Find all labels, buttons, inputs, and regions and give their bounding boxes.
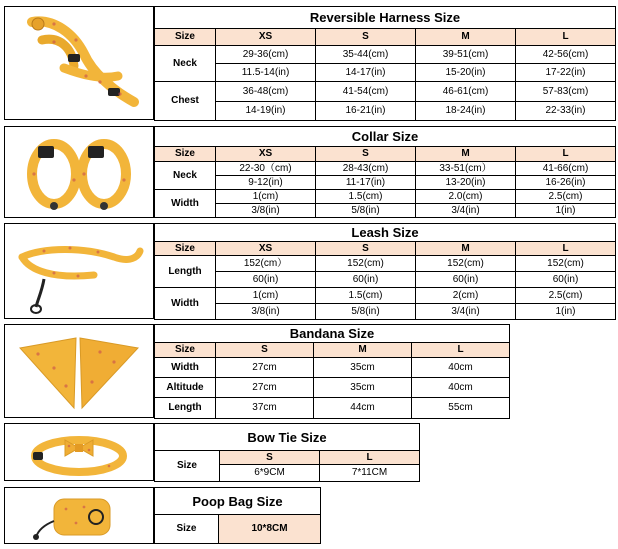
leash-row-label-length: Length <box>155 256 216 288</box>
table-cell: 28-43(cm) <box>316 162 416 176</box>
leash-header-l: L <box>516 242 616 256</box>
leash-size-table <box>154 223 616 320</box>
leash-header-size: Size <box>155 242 216 256</box>
table-cell: 9-12(in) <box>216 176 316 190</box>
table-cell: 55cm <box>412 398 510 419</box>
table-cell: 1(cm) <box>216 190 316 204</box>
collar-row-label-width: Width <box>155 190 216 218</box>
collar-size-table <box>154 126 616 218</box>
table-cell: 35cm <box>314 358 412 378</box>
table-cell: 60(in) <box>216 272 316 288</box>
poopbag-title: Poop Bag Size <box>155 488 321 515</box>
table-cell: 44cm <box>314 398 412 419</box>
collar-header-s: S <box>316 147 416 162</box>
bandana-header-l: L <box>412 343 510 358</box>
table-cell: 3/8(in) <box>216 204 316 218</box>
bandana-photo <box>4 324 154 418</box>
bandana-photo-icon <box>14 328 144 414</box>
harness-row-label-chest: Chest <box>155 82 216 121</box>
bandana-title: Bandana Size <box>155 325 510 343</box>
table-cell: 1.5(cm) <box>316 288 416 304</box>
leash-title: Leash Size <box>155 224 616 242</box>
table-cell: 6*9CM <box>220 465 320 482</box>
harness-header-s: S <box>316 29 416 46</box>
harness-photo <box>4 6 154 120</box>
bowtie-header-l: L <box>320 451 420 465</box>
table-cell: 152(cm) <box>516 256 616 272</box>
table-cell: 29-36(cm) <box>216 46 316 64</box>
table-cell: 2(cm) <box>416 288 516 304</box>
table-cell: 17-22(in) <box>516 64 616 82</box>
table-cell: 1(in) <box>516 204 616 218</box>
table-cell: 39-51(cm) <box>416 46 516 64</box>
table-cell: 2.0(cm) <box>416 190 516 204</box>
table-cell: 35cm <box>314 378 412 398</box>
table-cell: 22-33(in) <box>516 102 616 121</box>
collar-header-size: Size <box>155 147 216 162</box>
table-cell: 15-20(in) <box>416 64 516 82</box>
harness-header-m: M <box>416 29 516 46</box>
table-cell: 37cm <box>216 398 314 419</box>
bandana-header-s: S <box>216 343 314 358</box>
bowtie-size-table <box>154 423 420 482</box>
table-cell: 27cm <box>216 358 314 378</box>
table-cell: 1(cm) <box>216 288 316 304</box>
bandana-row-label-altitude: Altitude <box>155 378 216 398</box>
leash-header-s: S <box>316 242 416 256</box>
table-cell: 152(cm) <box>316 256 416 272</box>
leash-header-m: M <box>416 242 516 256</box>
collar-header-l: L <box>516 147 616 162</box>
table-cell: 7*11CM <box>320 465 420 482</box>
table-cell: 35-44(cm) <box>316 46 416 64</box>
table-cell: 14-17(in) <box>316 64 416 82</box>
table-cell: 2.5(cm) <box>516 190 616 204</box>
bandana-row-label-width: Width <box>155 358 216 378</box>
collar-header-xs: XS <box>216 147 316 162</box>
collar-header-m: M <box>416 147 516 162</box>
bowtie-size-label: Size <box>155 451 220 482</box>
bowtie-header-s: S <box>220 451 320 465</box>
leash-header-xs: XS <box>216 242 316 256</box>
harness-size-table <box>154 6 616 121</box>
bow-tie-collar-photo-icon <box>19 426 139 478</box>
harness-header-xs: XS <box>216 29 316 46</box>
table-cell: 14-19(in) <box>216 102 316 121</box>
dog-harness-photo-icon <box>14 10 144 116</box>
poopbag-size-label: Size <box>155 515 219 544</box>
table-cell: 57-83(cm) <box>516 82 616 102</box>
table-cell: 27cm <box>216 378 314 398</box>
collar-row-label-neck: Neck <box>155 162 216 190</box>
table-cell: 33-51(cm） <box>416 162 516 176</box>
bandana-header-m: M <box>314 343 412 358</box>
table-cell: 41-66(cm) <box>516 162 616 176</box>
bandana-header-size: Size <box>155 343 216 358</box>
table-cell: 16-21(in) <box>316 102 416 121</box>
table-cell: 36-48(cm) <box>216 82 316 102</box>
table-cell: 5/8(in) <box>316 204 416 218</box>
bandana-size-table <box>154 324 510 419</box>
leash-photo <box>4 223 154 319</box>
table-cell: 3/4(in) <box>416 304 516 320</box>
harness-header-size: Size <box>155 29 216 46</box>
table-cell: 60(in) <box>516 272 616 288</box>
table-cell: 18-24(in) <box>416 102 516 121</box>
table-cell: 2.5(cm) <box>516 288 616 304</box>
table-cell: 22-30（cm) <box>216 162 316 176</box>
harness-header-l: L <box>516 29 616 46</box>
table-cell: 3/8(in) <box>216 304 316 320</box>
table-cell: 16-26(in) <box>516 176 616 190</box>
table-cell: 40cm <box>412 358 510 378</box>
table-cell: 152(cm） <box>216 256 316 272</box>
table-cell: 41-54(cm) <box>316 82 416 102</box>
table-cell: 46-61(cm) <box>416 82 516 102</box>
dog-leash-photo-icon <box>14 227 144 315</box>
table-cell: 3/4(in) <box>416 204 516 218</box>
bowtie-photo <box>4 423 154 481</box>
table-cell: 11.5-14(in) <box>216 64 316 82</box>
table-cell: 152(cm) <box>416 256 516 272</box>
table-cell: 60(in) <box>316 272 416 288</box>
leash-row-label-width: Width <box>155 288 216 320</box>
table-cell: 1.5(cm) <box>316 190 416 204</box>
collar-photo <box>4 126 154 218</box>
table-cell: 60(in) <box>416 272 516 288</box>
table-cell: 1(in) <box>516 304 616 320</box>
table-cell: 5/8(in) <box>316 304 416 320</box>
harness-row-label-neck: Neck <box>155 46 216 82</box>
poopbag-size-table <box>154 487 321 544</box>
bowtie-title: Bow Tie Size <box>155 424 420 451</box>
dog-collar-photo-icon <box>14 130 144 214</box>
table-cell: 42-56(cm) <box>516 46 616 64</box>
table-cell: 40cm <box>412 378 510 398</box>
poopbag-photo <box>4 487 154 544</box>
harness-title: Reversible Harness Size <box>155 7 616 29</box>
poopbag-size-value: 10*8CM <box>219 515 321 544</box>
table-cell: 13-20(in) <box>416 176 516 190</box>
table-cell: 11-17(in) <box>316 176 416 190</box>
collar-title: Collar Size <box>155 127 616 147</box>
bandana-row-label-length: Length <box>155 398 216 419</box>
poop-bag-holder-photo-icon <box>24 491 134 541</box>
